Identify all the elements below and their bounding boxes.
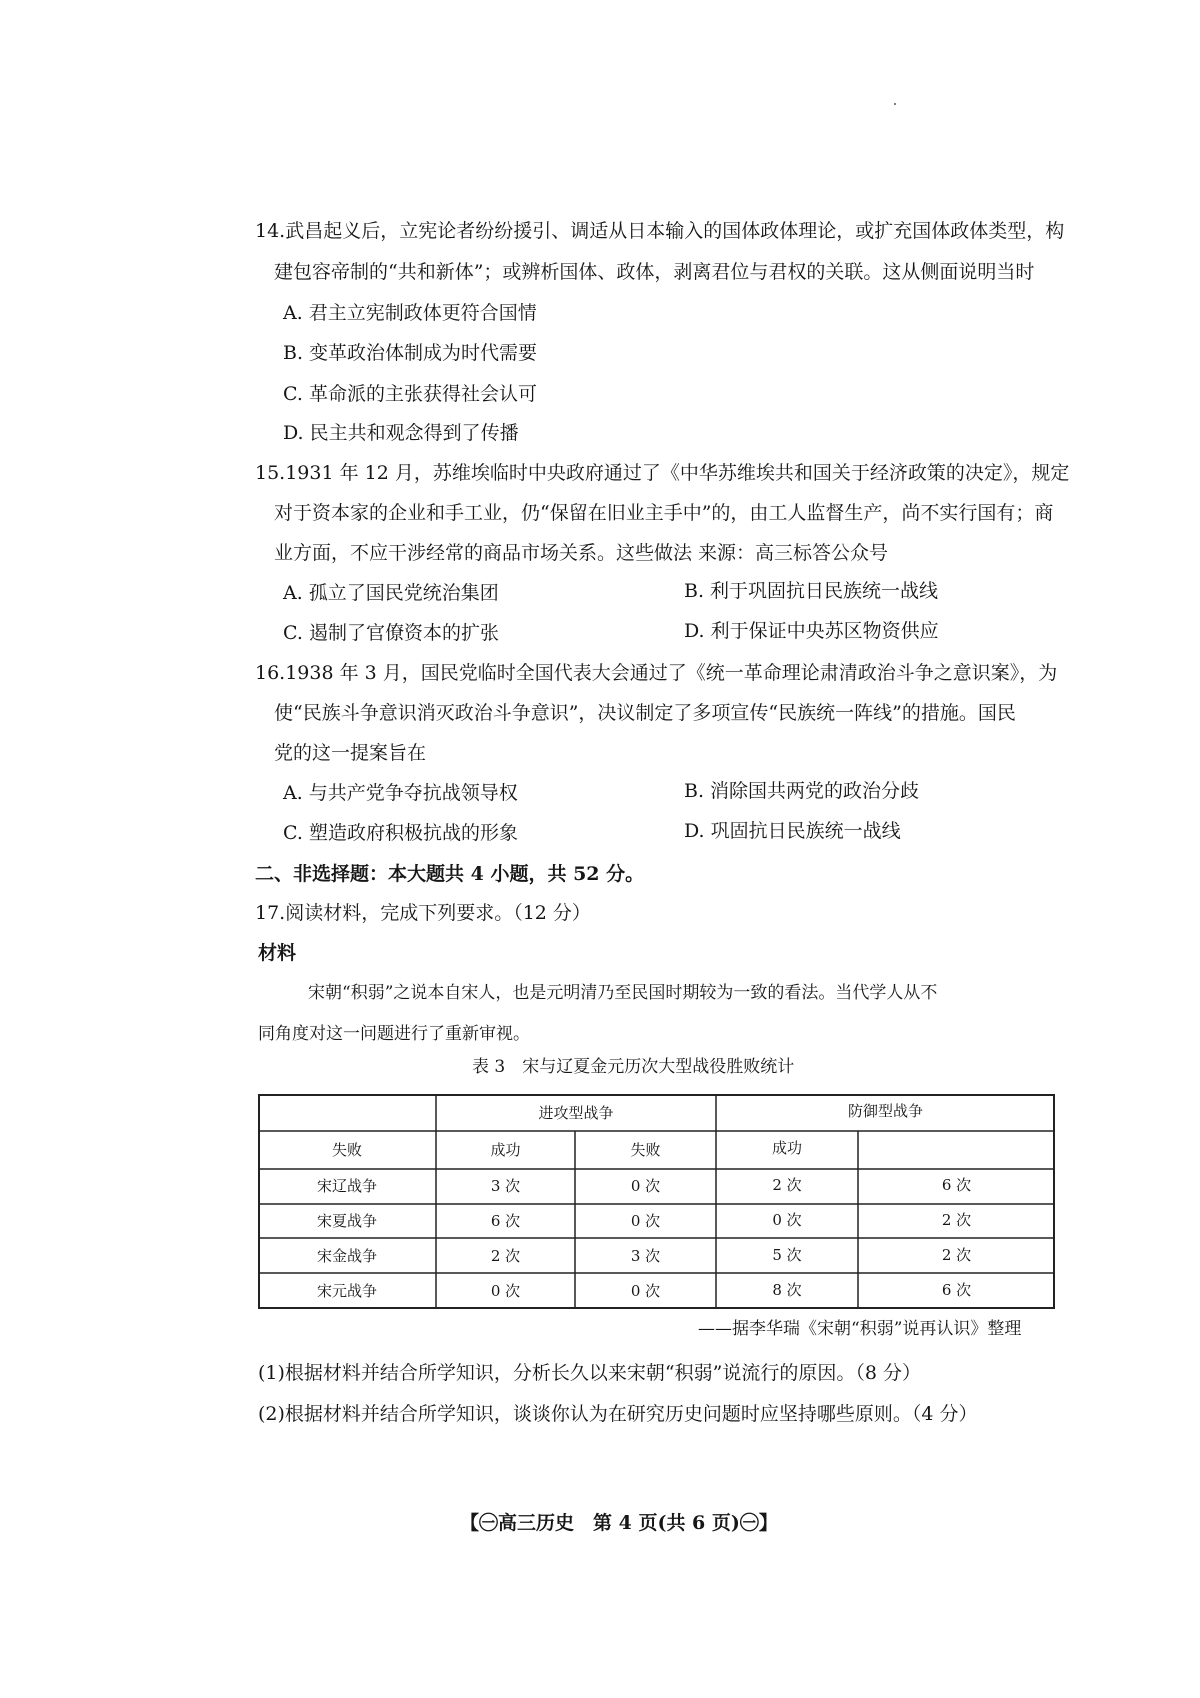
q14-stem-line1: 14.武昌起义后，立宪论者纷纷援引、调适从日本输入的国体政体理论，或扩充国体政体类型，构	[255, 220, 1065, 242]
q14-option-a: A. 君主立宪制政体更符合国情	[283, 302, 537, 324]
table-row-4-c2: 0 次	[630, 1282, 661, 1300]
table-row-2-c4: 2 次	[941, 1211, 972, 1229]
battle-statistics-table	[258, 1094, 1055, 1310]
table-grid	[258, 1094, 1055, 1310]
table-row-1-name: 宋辽战争	[316, 1177, 377, 1195]
q16-option-c: C. 塑造政府积极抗战的形象	[283, 822, 518, 844]
table-row-3-name: 宋金战争	[316, 1247, 377, 1265]
q17-material-line1: 宋朝“积弱”之说本自宋人，也是元明清乃至民国时期较为一致的看法。当代学人从不	[308, 983, 938, 1003]
table-row-1-c2: 0 次	[630, 1177, 661, 1195]
table-row-2-name: 宋夏战争	[316, 1212, 377, 1230]
table-row-2-c2: 0 次	[630, 1212, 661, 1230]
q15-option-b: B. 利于巩固抗日民族统一战线	[684, 580, 939, 602]
q15-stem-line1: 15.1931 年 12 月，苏维埃临时中央政府通过了《中华苏维埃共和国关于经济政策的决定》，规定	[255, 462, 1070, 484]
table-row-3-c1: 2 次	[490, 1247, 521, 1265]
table-row-2-c3: 0 次	[772, 1211, 802, 1229]
q16-stem-line3: 党的这一提案旨在	[274, 742, 427, 764]
table-row-3-c3: 5 次	[772, 1246, 802, 1264]
q16-stem-line1: 16.1938 年 3 月，国民党临时全国代表大会通过了《统一革命理论肃清政治斗争之意识案》，为	[255, 662, 1058, 684]
q16-option-d: D. 巩固抗日民族统一战线	[684, 820, 901, 842]
q15-option-a: A. 孤立了国民党统治集团	[283, 582, 499, 604]
q14-stem-line2: 建包容帝制的“共和新体”；或辨析国体、政体，剥离君位与君权的关联。这从侧面说明当时	[274, 261, 1035, 283]
q15-stem-line2: 对于资本家的企业和手工业，仍“保留在旧业主手中”的，由工人监督生产，尚不实行国有；商	[274, 502, 1054, 524]
q15-option-d: D. 利于保证中央苏区物资供应	[684, 620, 939, 642]
scan-speck	[894, 103, 896, 105]
q14-option-b: B. 变革政治体制成为时代需要	[283, 342, 538, 364]
section2-heading: 二、非选择题：本大题共 4 小题，共 52 分。	[255, 863, 645, 885]
table-row-1-c1: 3 次	[490, 1177, 521, 1195]
q14-option-d: D. 民主共和观念得到了传播	[283, 422, 519, 444]
q16-stem-line2: 使“民族斗争意识消灭政治斗争意识”，决议制定了多项宣传“民族统一阵线”的措施。国民	[274, 702, 1016, 724]
sub-header-1: 失败	[331, 1141, 362, 1159]
q14-option-c: C. 革命派的主张获得社会认可	[283, 383, 537, 405]
group-header-offense: 进攻型战争	[538, 1104, 614, 1122]
q15-option-c: C. 遏制了官僚资本的扩张	[283, 622, 499, 644]
table-row-1-c4: 6 次	[941, 1176, 972, 1194]
table-row-4-c4: 6 次	[941, 1281, 972, 1299]
table-row-3-c2: 3 次	[630, 1247, 661, 1265]
table-row-4-c1: 0 次	[490, 1282, 521, 1300]
q17-sub2: (2)根据材料并结合所学知识，谈谈你认为在研究历史问题时应坚持哪些原则。（4 分）	[258, 1403, 978, 1425]
table-row-3-c4: 2 次	[941, 1246, 972, 1264]
sub-header-4: 成功	[771, 1139, 802, 1157]
table-row-1-c3: 2 次	[772, 1176, 802, 1194]
table-row-4-c3: 8 次	[772, 1281, 802, 1299]
table-row-4-name: 宋元战争	[316, 1282, 377, 1300]
q15-stem-line3: 业方面，不应干涉经常的商品市场关系。这些做法 来源：高三标答公众号	[274, 542, 889, 564]
q17-material-line2: 同角度对这一问题进行了重新审视。	[258, 1024, 530, 1044]
q17-stem: 17.阅读材料，完成下列要求。（12 分）	[255, 902, 591, 924]
sub-header-2: 成功	[490, 1141, 521, 1159]
q17-sub1: (1)根据材料并结合所学知识，分析长久以来宋朝“积弱”说流行的原因。（8 分）	[258, 1362, 921, 1384]
group-header-defense: 防御型战争	[847, 1102, 923, 1120]
table-title: 表 3 宋与辽夏金元历次大型战役胜败统计	[472, 1057, 795, 1077]
q16-option-a: A. 与共产党争夺抗战领导权	[283, 782, 518, 804]
sub-header-3: 失败	[630, 1141, 661, 1159]
table-row-2-c1: 6 次	[490, 1212, 521, 1230]
page-footer: 【㊀高三历史 第 4 页(共 6 页)㊀】	[460, 1512, 778, 1534]
table-source: ——据李华瑞《宋朝“积弱”说再认识》整理	[698, 1319, 1022, 1339]
q16-option-b: B. 消除国共两党的政治分歧	[684, 780, 920, 802]
q17-material-label: 材料	[258, 942, 297, 964]
